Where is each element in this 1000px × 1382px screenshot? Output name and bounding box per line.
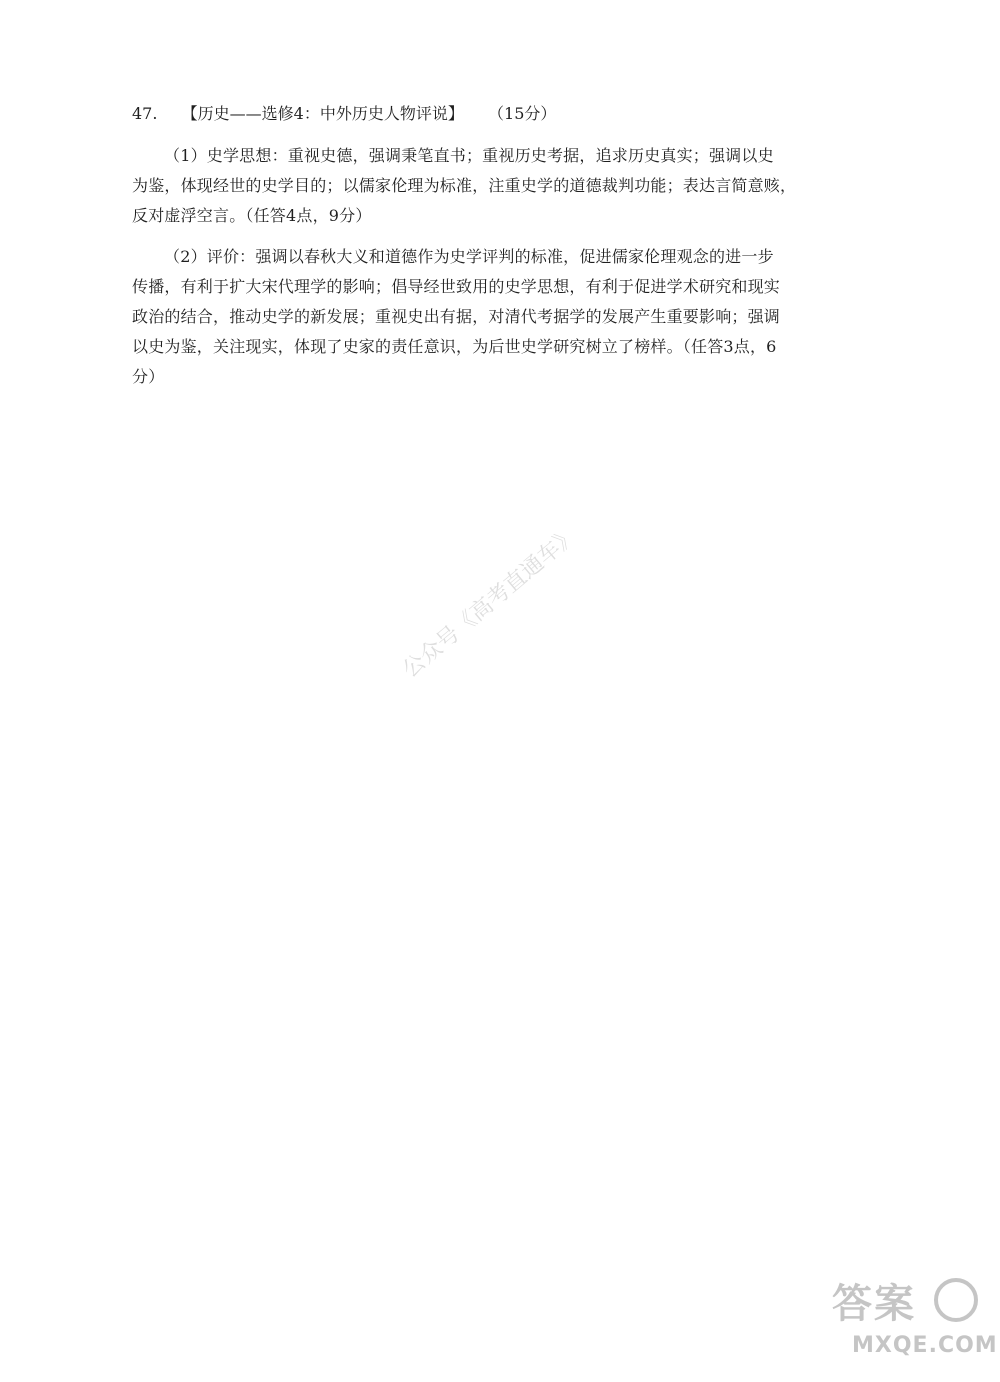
watermark-text: 公众号《高考直通车》 bbox=[398, 522, 583, 683]
question-heading bbox=[132, 100, 556, 128]
watermark-stamp bbox=[822, 1272, 998, 1362]
stamp-circle-icon bbox=[934, 1278, 978, 1322]
part2-line: 以史为鉴，关注现实，体现了史家的责任意识，为后世史学研究树立了榜样。（任答3点，6 bbox=[132, 337, 777, 356]
part1-line: （1）史学思想：重视史德，强调秉笔直书；重视历史考据，追求历史真实；强调以史 bbox=[164, 146, 774, 165]
part2-line: 政治的结合，推动史学的新发展；重视史出有据，对清代考据学的发展产生重要影响；强调 bbox=[132, 307, 781, 326]
question-title: 【历史——选修4：中外历史人物评说】 bbox=[181, 104, 464, 123]
part1-line: 为鉴，体现经世的史学目的；以儒家伦理为标准，注重史学的道德裁判功能；表达言简意赅， bbox=[132, 176, 797, 195]
answer-part-2 bbox=[132, 242, 862, 392]
answer-part-1 bbox=[132, 141, 862, 231]
stamp-top-text: 答案 bbox=[832, 1281, 916, 1327]
part2-line: 传播，有利于扩大宋代理学的影响；倡导经世致用的史学思想，有利于促进学术研究和现实 bbox=[132, 277, 781, 296]
part2-line: （2）评价：强调以春秋大义和道德作为史学评判的标准，促进儒家伦理观念的进一步 bbox=[164, 247, 774, 266]
part1-line: 反对虚浮空言。（任答4点，9分） bbox=[132, 206, 372, 225]
question-score: （15分） bbox=[488, 104, 557, 123]
question-number: 47. bbox=[132, 104, 158, 123]
part2-line: 分） bbox=[132, 367, 165, 386]
stamp-bottom-text: MXQE.COM bbox=[852, 1333, 998, 1358]
